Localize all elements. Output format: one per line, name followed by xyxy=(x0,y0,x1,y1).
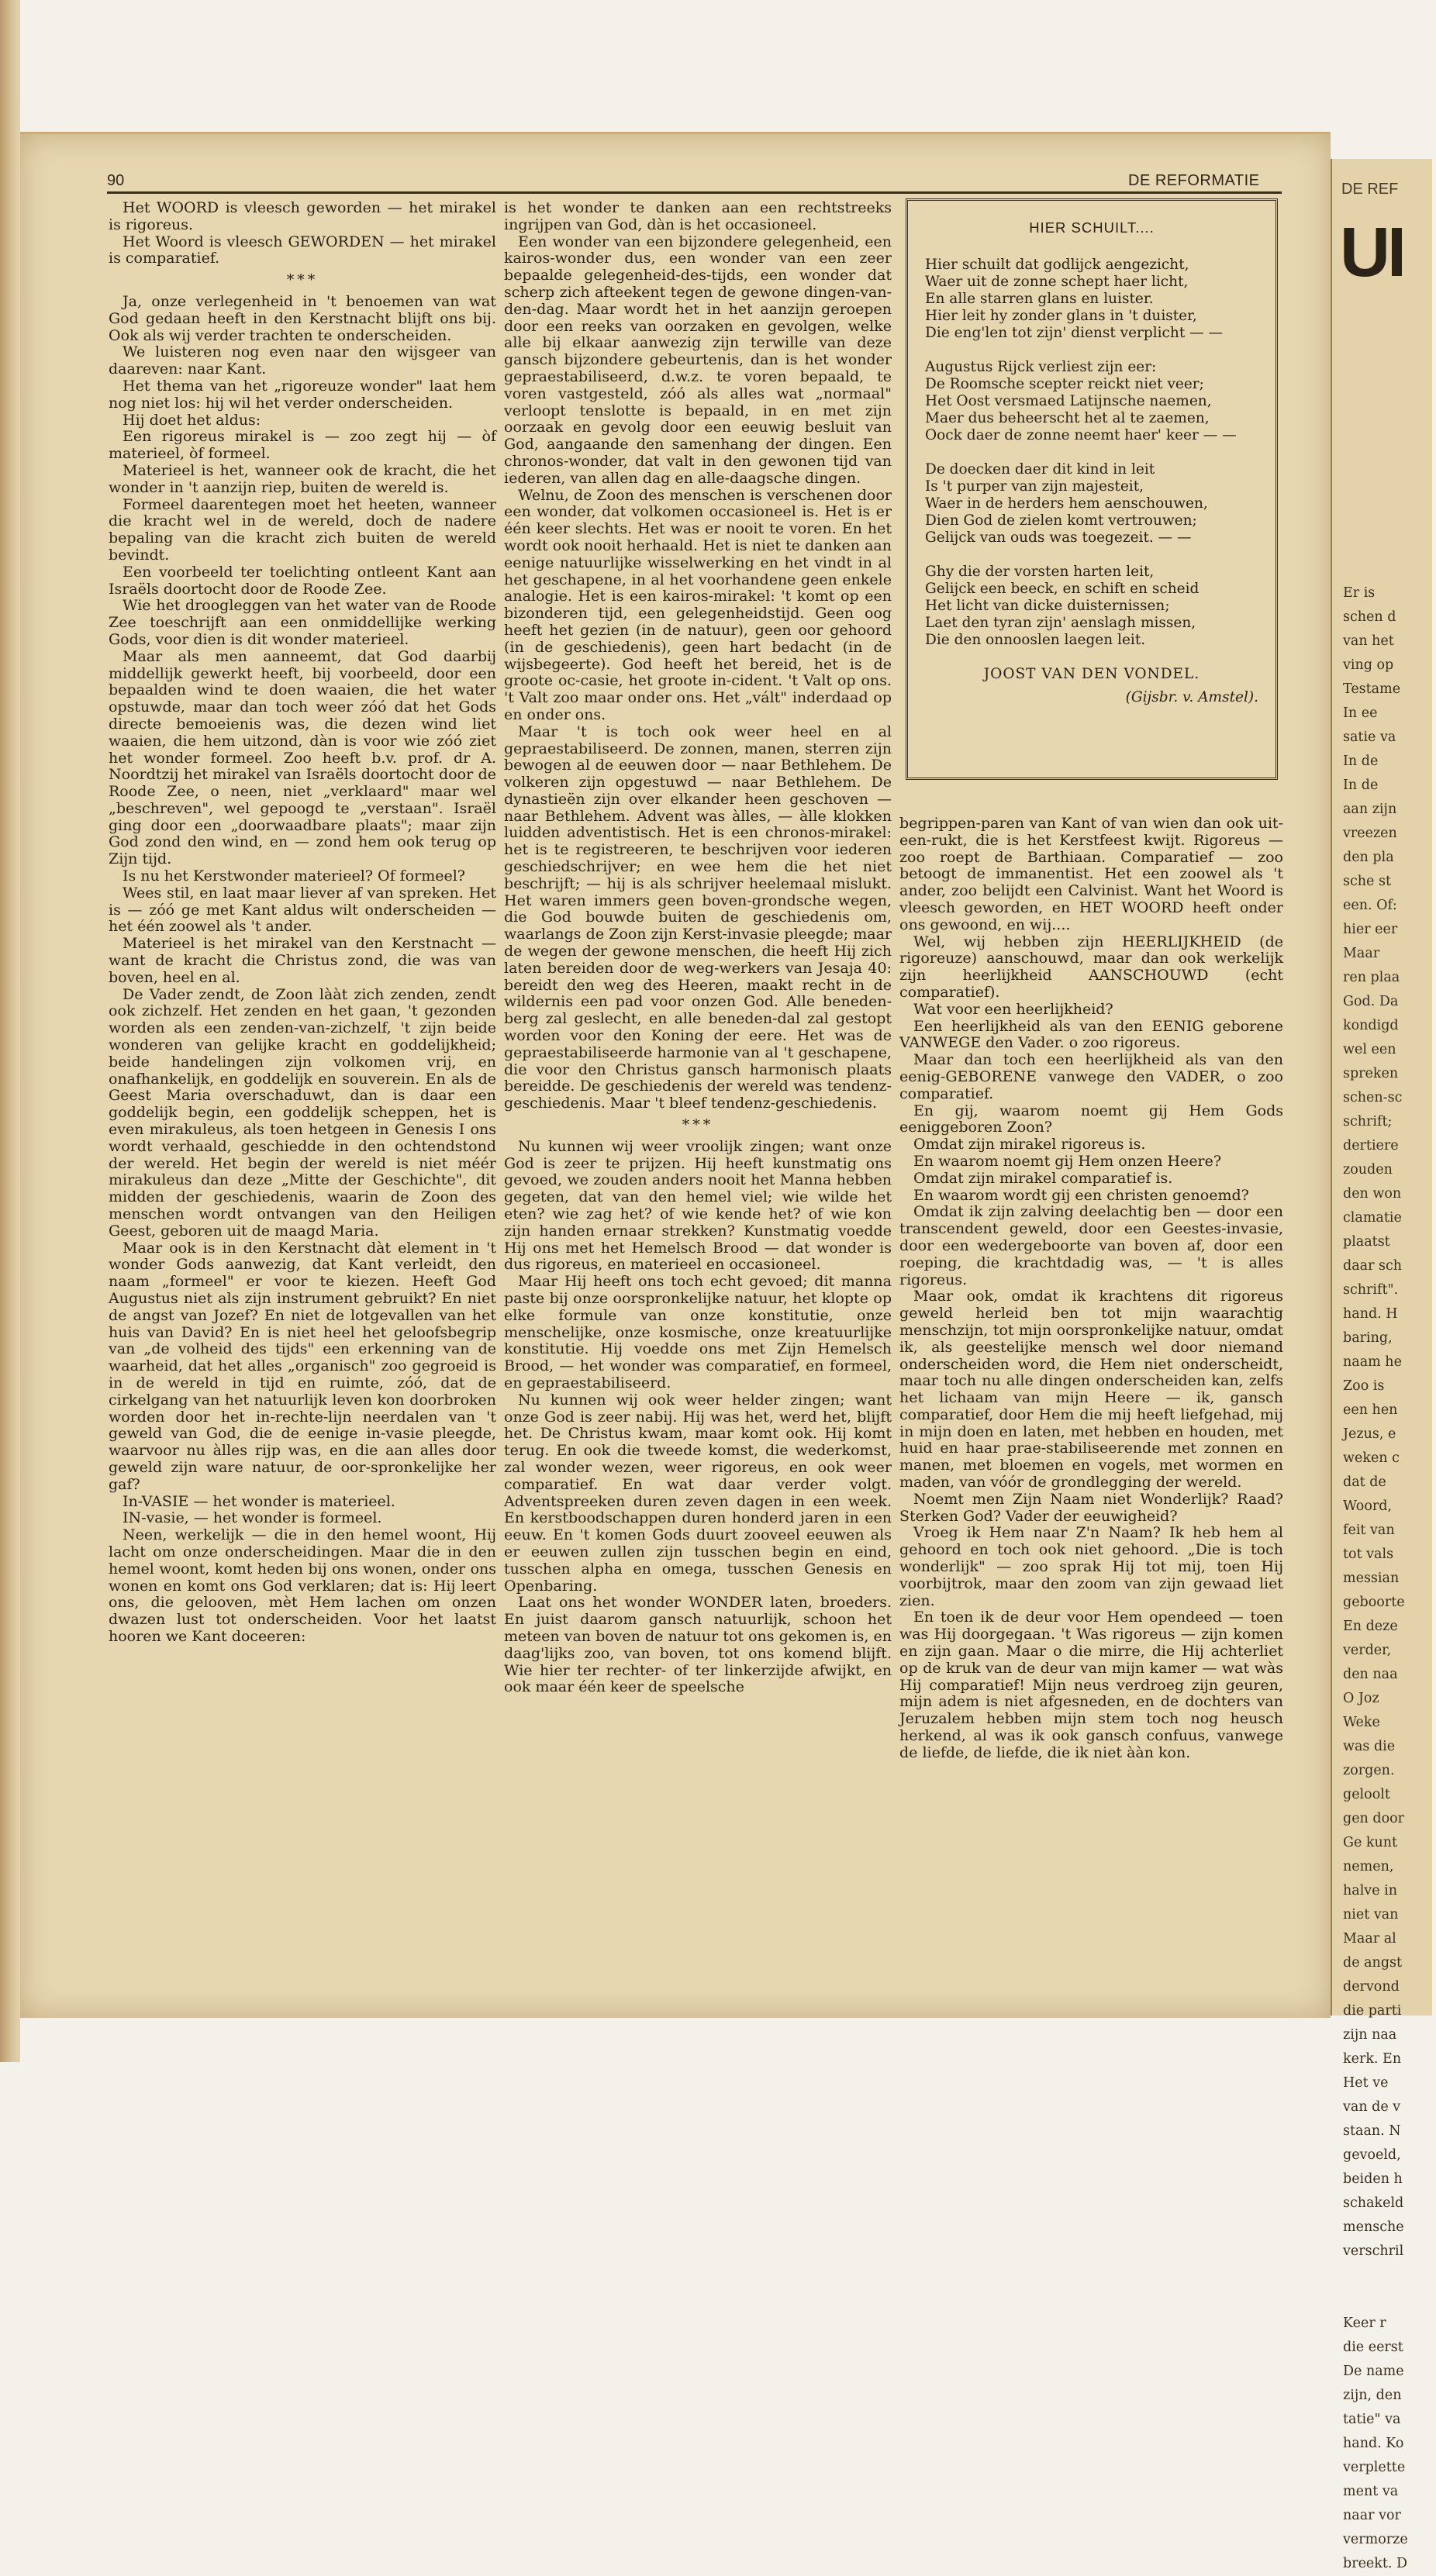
paragraph: Een heerlijkheid als van den EENIG geborene VANWEGE den Vader. o zoo rigoreus. xyxy=(899,1017,1283,1052)
paragraph: Materieel is het mirakel van den Kerstnacht — want de kracht die Christus zond, die was van boven, heel en al. xyxy=(109,935,496,986)
next-page-edge xyxy=(1331,159,1432,2571)
poem-line: Gelijck van ouds was toegezeit. — — xyxy=(925,529,1192,546)
column-3 xyxy=(899,816,1283,1978)
header-rule xyxy=(107,191,1282,194)
paragraph: Maar ook is in den Kerstnacht dàt element in 't wonder Gods aanwezig, dat Kant verleidt, den naam „formeel" er voor te kiezen. Heeft God Augustus niet als zijn instrument gebruikt? En niet de angst van Jozef? En niet de lotgevallen van het huis van David? En is niet heel het geloofsbegrip van „de volheid des tijds" een erkenning van de waarheid, dat het alles „organisch" zoo gegroeid is in de wereld in tijd en ruimte, zóó, dat de cirkelgang van het natuurlijk leven kon doorbroken worden door het in-rechte-lijn neerdalen van 't geweld van God, die de eenige in-vasie pleegde, waarvoor nu àlles rijp was, en die aan alles door geweld zijn ware natuur, de oor-spronkelijke her gaf? xyxy=(109,1239,496,1493)
paragraph: Omdat zijn mirakel rigoreus is. xyxy=(913,1136,1146,1154)
poem-line: Waer in de herders hem aenschouwen, xyxy=(925,495,1208,512)
poem-stanza xyxy=(925,257,1258,342)
paragraph: Maar 't is toch ook weer heel en al gepraestabiliseerd. De zonnen, manen, sterren zijn bewogen al de eeuwen door — naar Bethlehem. De volkeren zijn opgestuwd — naar Bethlehem. De dynastieën zijn over elkander heen geschoven — naar Bethlehem. Advent was àlles, — àlle klokken luidden adventistisch. Het is een chronos-mirakel: het is te registreeren, te beschrijven voor iederen geschiedschrijver; en wee hem die het niet beschrijft; — hij is als schrijver heelemaal mislukt. Het waren immers geen boven-grondsche wegen, die God bouwde buiten de geschiedenis om, waarlangs de Zoon zijn Kerst-invasie pleegde; maar de wegen der gewone menschen, die heeft Hij zich laten bereiden door de weg-werkers van Jesaja 40: bereidt den weg des Heeren, maakt recht in de wildernis een pad voor onzen God. Alle beneden-berg zal geslecht, en alle beneden-dal zal gestopt worden voor den Koning der eere. Het was de gepraestabiliseerde harmonie van al 't geschapene, die voor den Christus gansch harmonisch plaats bereidde. De geschiedenis der wereld was tendenz-geschiedenis. Maar 't bleef tendenz-geschiedenis. xyxy=(504,722,892,1112)
poem-line: Hier leit hy zonder glans in 't duister, xyxy=(925,308,1197,324)
poem-stanza xyxy=(925,359,1258,444)
paragraph: Welnu, de Zoon des menschen is verschenen door een wonder, dat volkomen occasioneel is. Het is er één keer slechts. Het was er nooit te voren. En het wordt ook nooit herhaald. Het is niet te danken aan eenige natuurlijke wisselwerking en het vindt in al het geschapene, in al het voorhandene geen enkele analogie. Het is een kairos-mirakel: 't komt op een bizonderen tijd, een gelegenheidstijd. Geen oog heeft het gezien (in de natuur), geen oor gehoord (in de geschiedenis), geen hart bedacht (in de wijsbegeerte). God heeft het bereid, het is de groote oc-casie, het groote in-cident. 't Valt op ons. 't Valt zoo maar onder ons. Het „vált" inderdaad op en onder ons. xyxy=(504,486,892,723)
paragraph: Omdat ik zijn zalving deelachtig ben — door een transcendent geweld, door een Geestes-invasie, door een wedergeboorte van boven af, door een roeping, die krachtdadig was, — 't is alles rigoreus. xyxy=(899,1203,1283,1288)
paragraph: Een voorbeeld ter toelichting ontleent Kant aan Israëls doortocht door de Roode Zee. xyxy=(109,563,496,598)
paragraph: Hij doet het aldus: xyxy=(123,411,261,429)
paragraph: En toen ik de deur voor Hem opendeed — toen was Hij doorgegaan. 't Was rigoreus — zijn komen en zijn gaan. Maar o die mirre, die Hij achterliet op de kruk van de deur van mijn kamer — wat wàs Hij comparatief! Mijn neus verdroeg zijn geuren, mijn adem is niet afgesneden, en de dochters van Jeruzalem hebben mijn stem toch nog heusch herkend, al was ik ook gansch confuus, vanwege de liefde, de liefde, die ik niet ààn kon. xyxy=(899,1609,1283,1761)
paragraph: Het thema van het „rigoreuze wonder" laat hem nog niet los: hij wil het verder onderscheiden. xyxy=(109,377,496,412)
poem-author: JOOST VAN DEN VONDEL. xyxy=(983,666,1200,682)
paragraph: Vroeg ik Hem naar Z'n Naam? Ik heb hem al gehoord en toch ook niet gehoord. „Die is toch wonderlijk" — zoo sprak Hij tot mij, toen Hij voorbijtrok, maar den zoom van zijn gewaad liet zien. xyxy=(899,1524,1283,1609)
poem-line: Oock daer de zonne neemt haer' keer — — xyxy=(925,427,1237,443)
poem-source: (Gijsbr. v. Amstel). xyxy=(1125,689,1258,705)
paragraph: Maar dan toch een heerlijkheid als van den eenig-GEBORENE vanwege den VADER, o zoo comparatief. xyxy=(899,1051,1283,1102)
poem-line: En alle starren glans en luister. xyxy=(925,291,1154,307)
section-divider: *** xyxy=(286,271,319,289)
poem-line: Dien God de zielen komt vertrouwen; xyxy=(925,512,1197,529)
poem-box xyxy=(906,198,1278,780)
column-2 xyxy=(504,200,892,1975)
paragraph: Het WOORD is vleesch geworden — het mirakel is rigoreus. xyxy=(109,199,496,233)
paragraph: We luisteren nog even naar den wijsgeer van daareven: naar Kant. xyxy=(109,343,496,378)
poem-stanza xyxy=(925,564,1258,649)
paragraph: Ja, onze verlegenheid in 't benoemen van wat God gedaan heeft in den Kerstnacht blijft ons bij. Ook als wij verder trachten te onderscheiden. xyxy=(109,292,496,344)
poem-line: Ghy die der vorsten harten leit, xyxy=(925,564,1155,580)
poem-stanza xyxy=(925,461,1258,547)
paragraph: begrippen-paren van Kant of van wien dan ook uit-een-rukt, die is het Kerstfeest kwijt. Rigoreus — zoo roept de Barthiaan. Comparatief — zoo betoogt de immanentist. Het een zoowel als 't ander, zoo belijdt een Calvinist. Want het Woord is vleesch geworden, en HET WOORD heeft onder ons gewoond, en wij.... xyxy=(899,815,1283,933)
poem-line: Hier schuilt dat godlijck aengezicht, xyxy=(925,257,1189,273)
poem-line: De doecken daer dit kind in leit xyxy=(925,461,1155,478)
poem-line: Laet den tyran zijn' aenslagh missen, xyxy=(925,615,1196,631)
poem-line: Waer uit de zonne schept haer licht, xyxy=(925,274,1189,290)
next-page-fragment: Er is schen d van het ving op Testame In ee satie va In de In de aan zijn vreezen den pla sche st een. Of: hier eer Maar ren plaa God. Da kondigd wel een spreken schen-sc schrift; dertiere zouden den won clamatie plaatst daar sch schrift". hand. H baring, naam he Zoo is een hen Jezus, e weken c dat de Woord, feit van tot vals messian geboorte En deze verder, den naa O Joz Weke was die zorgen. geloolt gen door Ge kunt nemen, halve in niet van Maar al de angst dervond die parti zijn naa kerk. En Het ve van de v staan. N gevoeld, beiden h schakeld mensche verschril Keer r die eerst De name zijn, den tatie" va hand. Ko verplette ment va naar vor vermorze breekt. D xyxy=(1343,585,1408,2571)
poem-line: Is 't purper van zijn majesteit, xyxy=(925,478,1144,495)
poem-line: Maer dus beheerscht het al te zaemen, xyxy=(925,410,1210,426)
paragraph: En gij, waarom noemt gij Hem Gods eeniggeboren Zoon? xyxy=(899,1102,1283,1136)
paragraph: Nu kunnen wij weer vroolijk zingen; want onze God is zeer te prijzen. Hij heeft kunstmatig ons gevoed, we zouden anders nooit het Manna hebben gegeten, dat van den hemel viel; wie wilde het eten? wie zag het? of wie kende het? of wie kon zijn handen ernaar strekken? Kunstmatig voedde Hij ons met het Hemelsch Brood — dat wonder is dus rigoreus, en materieel en occasioneel. xyxy=(504,1137,892,1274)
paragraph: IN-vasie, — het wonder is formeel. xyxy=(123,1509,382,1527)
paragraph: Materieel is het, wanneer ook de kracht, die het wonder in 't aanzijn riep, buiten de wereld is. xyxy=(109,461,496,496)
paragraph: Wie het droogleggen van het water van de Roode Zee toeschrijft aan een onmiddellijke werking Gods, voor dien is dit wonder materieel. xyxy=(109,597,496,648)
paragraph: Neen, werkelijk — die in den hemel woont, Hij lacht om onze onderscheidingen. Maar die in den hemel woont, komt heden bij ons wonen, onder ons wonen en komt ons God verklaren; dat is: Hij leert ons, die gelooven, mèt Hem lachen om onzen dwazen lust tot onderscheiden. Voor het laatst hooren we Kant doceeren: xyxy=(109,1526,496,1645)
paragraph: In-VASIE — het wonder is materieel. xyxy=(123,1492,395,1510)
running-title: DE REFORMATIE xyxy=(1128,172,1260,189)
page-number: 90 xyxy=(107,172,125,189)
paragraph: En waarom noemt gij Hem onzen Heere? xyxy=(913,1152,1222,1170)
paragraph: Omdat zijn mirakel comparatief is. xyxy=(913,1169,1173,1187)
paragraph: is het wonder te danken aan een rechtstreeks ingrijpen van God, dàn is het occasioneel. xyxy=(504,199,892,233)
poem-line: Gelijck een beeck, en schift en scheid xyxy=(925,581,1200,597)
paragraph: Maar ook, omdat ik krachtens dit rigoreus geweld herleid ben tot mijn waarachtig menschzijn, tot mijn oorspronkelijke natuur, omdat ik, als geestelijke mensch wel door niemand onderscheiden word, die Hem niet onderscheidt, maar toch nu alle dingen onderscheiden kan, zelfs het lichaam van mijn Heere — ik, gansch comparatief, door Hem die mij heeft liefgehad, mij in mijn doen en laten, met hebben en houden, met huid en haar prae-stabiliseerende met zonnen en manen, met bloemen en vogels, met wormen en maden, van vóór de grondlegging der wereld. xyxy=(899,1288,1283,1491)
paragraph: Wel, wij hebben zijn HEERLIJKHEID (de rigoreuze) aanschouwd, maar dan ook werkelijk zijn heerlijkheid AANSCHOUWD (echt comparatief). xyxy=(899,933,1283,1001)
paragraph: Laat ons het wonder WONDER laten, broeders. En juist daarom gansch natuurlijk, schoon het meteen van boven de natuur tot ons gekomen is, en daag'lijks zoo, van boven, tot ons komend blijft. Wie hier ter rechter- of ter linkerzijde afwijkt, en ook maar één keer de speelsche xyxy=(504,1594,892,1696)
paragraph: Het Woord is vleesch GEWORDEN — het mirakel is comparatief. xyxy=(109,233,496,267)
poem-title: HIER SCHUILT.... xyxy=(1029,219,1155,236)
poem-line: De Roomsche scepter reickt niet veer; xyxy=(925,376,1204,392)
poem-line: Augustus Rijck verliest zijn eer: xyxy=(925,359,1157,375)
paragraph: De Vader zendt, de Zoon lààt zich zenden, zendt ook zichzelf. Het zenden en het gaan, 't gezonden worden als een zenden-van-zichzelf, 't zijn beide wonderen van gelijke kracht en goddelijkheid; beide handelingen zijn volkomen vrij, en onafhankelijk, en goddelijk en souverein. En als de Geest Maria overschaduwt, dan is daar een goddelijk begin, een goddelijk scheppen, het is even mirakuleus, als toen hetgeen in Genesis I ons wordt verhaald, geschiedde in den ochtendstond der wereld. Het begin der wereld is niet méér mirakuleus dan deze „Mitte der Geschichte", dit midden der geschiedenis, waarin de Zoon des menschen wordt ontvangen van den Heiligen Geest, geboren uit de maagd Maria. xyxy=(109,985,496,1240)
paragraph: Formeel daarentegen moet het heeten, wanneer die kracht wel in de wereld, doch de nadere bepaling van die kracht zich buiten de wereld bevindt. xyxy=(109,495,496,564)
column-1 xyxy=(109,200,496,1975)
poem-line: Het licht van dicke duisternissen; xyxy=(925,598,1170,614)
next-page-header: DE REF xyxy=(1341,181,1399,198)
poem-line: Die den onnooslen laegen leit. xyxy=(925,632,1146,648)
paragraph: Wees stil, en laat maar liever af van spreken. Het is — zóó ge met Kant aldus wilt onderscheiden — het één zoowel als 't ander. xyxy=(109,884,496,936)
paragraph: Noemt men Zijn Naam niet Wonderlijk? Raad? Sterken God? Vader der eeuwigheid? xyxy=(899,1490,1283,1525)
paragraph: Een wonder van een bijzondere gelegenheid, een kairos-wonder dus, een wonder van een zeer bepaalde gelegenheid-des-tijds, een wonder dat scherp zich afteekent tegen de gewone dingen-van-den-dag. Maar wordt het in het aanzijn geroepen door een reeks van oorzaken en gevolgen, welke alle bij elkaar aanwezig zijn terwille van deze gansch bijzondere gebeurtenis, dan is het wonder gepraestabiliseerd, d.w.z. te voren bepaald, te voren vastgesteld, zóó als alles wat „normaal" verloopt tenslotte is bepaald, in en met zijn oorzaak en gevolg door een eeuwig besluit van God, aangaande den samenhang der dingen. Een chronos-wonder, dat valt in den gewonen tijd van iederen, van allen dag en alle-daagsche dingen. xyxy=(504,233,892,487)
paragraph: Maar als men aanneemt, dat God daarbij middellijk gewerkt heeft, bij voorbeeld, door een bepaalden wind te doen waaien, die het water opstuwde, maar dan toch weer zóó dat het Gods directe bemoeienis was, die dezen wind liet waaien, die hem uitzond, dàn is voor wie zóó ziet het wonder formeel. Zoo heeft b.v. prof. dr A. Noordtzij het mirakel van Israëls doortocht door de Roode Zee, o neen, niet „verklaard" maar wel „beschreven", wel gepoogd te „verstaan". Israël ging door een „doorwaadbare plaats"; maar zijn God zond den wind, en — zond hem ook terug op Zijn tijd. xyxy=(109,647,496,868)
paragraph: Wat voor een heerlijkheid? xyxy=(913,1000,1113,1018)
next-page-initial: UI xyxy=(1340,214,1403,291)
paragraph: Maar Hij heeft ons toch echt gevoed; dit manna paste bij onze oorspronkelijke natuur, het klopte op elke formule van onze konstitutie, onze menschelijke, onze kosmische, onze kreatuurlijke konstitutie. Hij voedde ons met Zijn Hemelsch Brood, — het wonder was comparatief, en formeel, en gepraestabiliseerd. xyxy=(504,1273,892,1391)
poem-line: Het Oost versmaed Latijnsche naemen, xyxy=(925,393,1212,409)
paragraph: Is nu het Kerstwonder materieel? Of formeel? xyxy=(123,867,465,885)
section-divider: *** xyxy=(682,1116,714,1134)
poem-line: Die eng'len tot zijn' dienst verplicht — — xyxy=(925,325,1224,341)
paragraph: Een rigoreus mirakel is — zoo zegt hij — òf materieel, òf formeel. xyxy=(109,428,496,463)
paragraph: En waarom wordt gij een christen genoemd? xyxy=(913,1186,1249,1204)
book-spine xyxy=(0,0,20,2062)
paragraph: Nu kunnen wij ook weer helder zingen; want onze God is zeer nabij. Hij was het, werd het, blijft het. De Christus kwam, maar komt ook. Hij komt terug. En ook die tweede komst, die wederkomst, zal wonder wezen, weer rigoreus, en ook weer comparatief. En wat daar verder volgt. Adventspreeken duren zeven dagen in een week. En kerstboodschappen duren honderd jaren in een eeuw. En 't komen Gods duurt zooveel eeuwen als er eeuwen zullen zijn tusschen begin en eind, tusschen alpha en omega, tusschen Genesis en Openbaring. xyxy=(504,1391,892,1595)
